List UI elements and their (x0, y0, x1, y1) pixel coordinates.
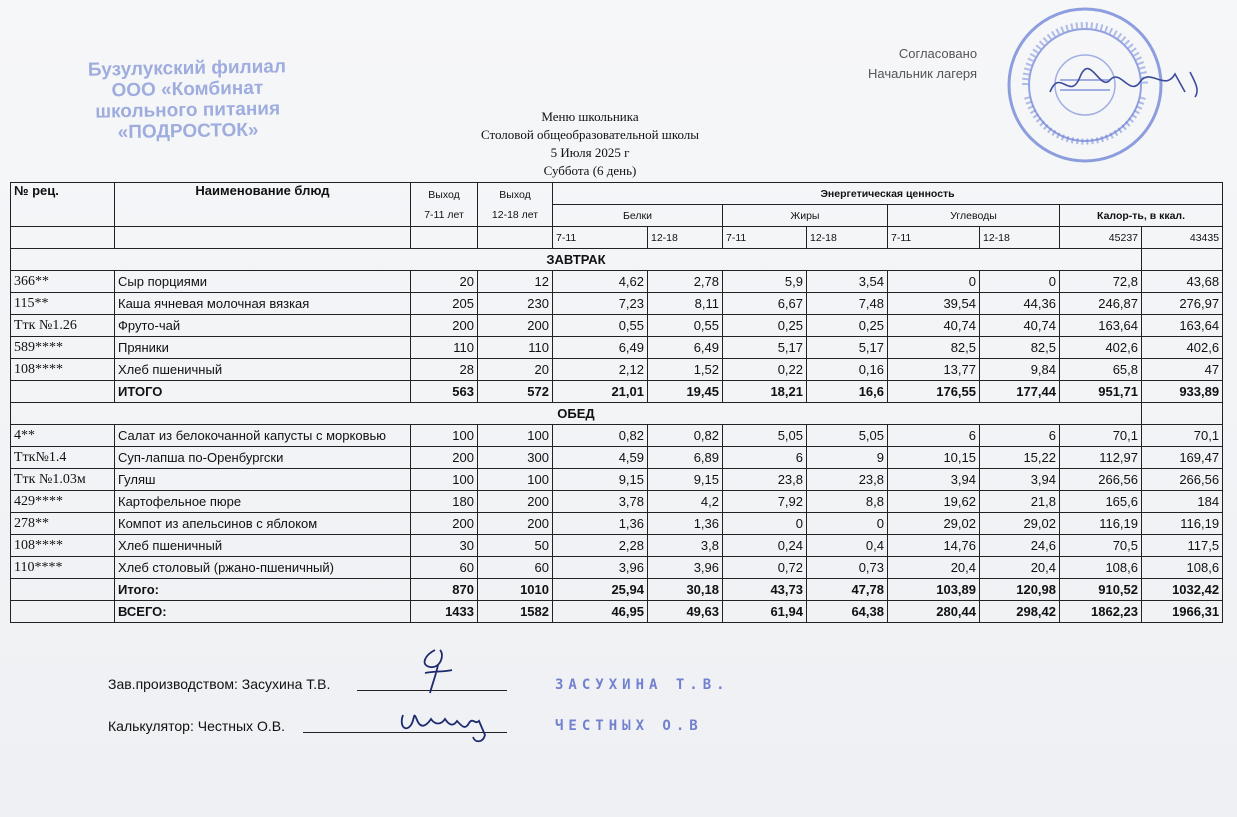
section-empty (1142, 249, 1223, 271)
header-proteins: Белки (553, 205, 723, 227)
total-value: 176,55 (888, 381, 980, 403)
total-value: 30,18 (648, 579, 723, 601)
value-cell: 100 (478, 469, 553, 491)
total-label: ИТОГО (115, 381, 411, 403)
value-cell: 21,8 (980, 491, 1060, 513)
value-cell: 1,52 (648, 359, 723, 381)
recipe-number: 108**** (11, 359, 115, 381)
value-cell: 0,72 (723, 557, 807, 579)
dish-name: Хлеб столовый (ржано-пшеничный) (115, 557, 411, 579)
total-value: 25,94 (553, 579, 648, 601)
heading-school: Столовой общеобразовательной школы (480, 127, 700, 142)
header-carbs: Углеводы (888, 205, 1060, 227)
grand-total-value: 1433 (411, 601, 478, 623)
subheader-cell: 7-11 (553, 227, 648, 249)
subheader-empty (11, 227, 115, 249)
value-cell: 20,4 (980, 557, 1060, 579)
value-cell: 7,23 (553, 293, 648, 315)
value-cell: 169,47 (1142, 447, 1223, 469)
header-out-age: 12-18 лет (491, 208, 539, 221)
value-cell: 0,4 (807, 535, 888, 557)
dish-name: Сыр порциями (115, 271, 411, 293)
value-cell: 0,82 (553, 425, 648, 447)
recipe-number: 4** (11, 425, 115, 447)
recipe-number: Ттк №1.26 (11, 315, 115, 337)
value-cell: 180 (411, 491, 478, 513)
value-cell: 9,15 (553, 469, 648, 491)
company-stamp (79, 56, 295, 144)
value-cell: 3,96 (553, 557, 648, 579)
table-row (11, 425, 1223, 447)
total-value: 43,73 (723, 579, 807, 601)
value-cell: 6,89 (648, 447, 723, 469)
grand-total-value: 1966,31 (1142, 601, 1223, 623)
recipe-number: 115** (11, 293, 115, 315)
total-row (11, 381, 1223, 403)
table-row (11, 491, 1223, 513)
value-cell: 47 (1142, 359, 1223, 381)
value-cell: 13,77 (888, 359, 980, 381)
heading-day: Суббота (6 день) (543, 163, 637, 178)
production-name-stamp: ЗАСУХИНА Т.В. (555, 677, 730, 693)
header-fats: Жиры (723, 205, 888, 227)
approval-position: Начальник лагеря (868, 66, 978, 81)
total-value: 910,52 (1060, 579, 1142, 601)
subheader-cell: 12-18 (980, 227, 1060, 249)
value-cell: 12 (478, 271, 553, 293)
value-cell: 19,62 (888, 491, 980, 513)
value-cell: 5,05 (723, 425, 807, 447)
value-cell: 9,84 (980, 359, 1060, 381)
header-row (11, 183, 1223, 205)
total-value: 103,89 (888, 579, 980, 601)
value-cell: 200 (478, 513, 553, 535)
value-cell: 60 (478, 557, 553, 579)
total-value: 18,21 (723, 381, 807, 403)
total-value: 1032,42 (1142, 579, 1223, 601)
header-out-label: Выход (428, 188, 460, 201)
total-value: 951,71 (1060, 381, 1142, 403)
subheader-cell: 7-11 (723, 227, 807, 249)
menu-heading (380, 108, 800, 180)
value-cell: 402,6 (1060, 337, 1142, 359)
value-cell: 4,59 (553, 447, 648, 469)
value-cell: 200 (411, 513, 478, 535)
stamp-line: школьного питания (95, 98, 281, 123)
total-row (11, 579, 1223, 601)
total-value: 572 (478, 381, 553, 403)
value-cell: 9 (807, 447, 888, 469)
value-cell: 7,92 (723, 491, 807, 513)
grand-total-value: 1862,23 (1060, 601, 1142, 623)
value-cell: 100 (411, 425, 478, 447)
value-cell: 200 (478, 315, 553, 337)
value-cell: 6,49 (553, 337, 648, 359)
header-rec: № рец. (11, 183, 115, 227)
stamp-line: «ПОДРОСТОК» (117, 119, 259, 144)
dish-name: Пряники (115, 337, 411, 359)
value-cell: 6 (980, 425, 1060, 447)
grand-total-label: ВСЕГО: (115, 601, 411, 623)
subheader-empty (115, 227, 411, 249)
subheader-cell: 7-11 (888, 227, 980, 249)
value-cell: 0,82 (648, 425, 723, 447)
recipe-number: 366** (11, 271, 115, 293)
section-empty (1142, 403, 1223, 425)
dish-name: Суп-лапша по-Оренбургски (115, 447, 411, 469)
value-cell: 200 (478, 491, 553, 513)
value-cell: 50 (478, 535, 553, 557)
approval-block (868, 44, 977, 84)
total-value: 563 (411, 381, 478, 403)
header-out-label: Выход (499, 188, 531, 201)
value-cell: 29,02 (888, 513, 980, 535)
value-cell: 70,5 (1060, 535, 1142, 557)
dish-name: Картофельное пюре (115, 491, 411, 513)
value-cell: 30 (411, 535, 478, 557)
production-manager-label: Зав.производством: Засухина Т.В. (108, 676, 331, 692)
header-name: Наименование блюд (115, 183, 411, 227)
grand-total-value: 64,38 (807, 601, 888, 623)
grand-total-row (11, 601, 1223, 623)
value-cell: 23,8 (723, 469, 807, 491)
total-label: Итого: (115, 579, 411, 601)
value-cell: 15,22 (980, 447, 1060, 469)
value-cell: 70,1 (1060, 425, 1142, 447)
value-cell: 108,6 (1060, 557, 1142, 579)
recipe-number: 429**** (11, 491, 115, 513)
value-cell: 0,16 (807, 359, 888, 381)
value-cell: 3,94 (888, 469, 980, 491)
production-signature (400, 645, 470, 695)
recipe-number: Ттк№1.4 (11, 447, 115, 469)
value-cell: 0,24 (723, 535, 807, 557)
value-cell: 24,6 (980, 535, 1060, 557)
value-cell: 39,54 (888, 293, 980, 315)
value-cell: 10,15 (888, 447, 980, 469)
dish-name: Хлеб пшеничный (115, 535, 411, 557)
value-cell: 112,97 (1060, 447, 1142, 469)
table-row (11, 293, 1223, 315)
value-cell: 0,55 (553, 315, 648, 337)
value-cell: 40,74 (888, 315, 980, 337)
value-cell: 14,76 (888, 535, 980, 557)
value-cell: 65,8 (1060, 359, 1142, 381)
value-cell: 116,19 (1060, 513, 1142, 535)
dish-name: Компот из апельсинов с яблоком (115, 513, 411, 535)
table-row (11, 557, 1223, 579)
value-cell: 1,36 (553, 513, 648, 535)
subheader-empty (411, 227, 478, 249)
value-cell: 20 (478, 359, 553, 381)
value-cell: 23,8 (807, 469, 888, 491)
value-cell: 165,6 (1060, 491, 1142, 513)
subheader-cell: 45237 (1060, 227, 1142, 249)
section-title: ЗАВТРАК (11, 249, 1142, 271)
total-value: 933,89 (1142, 381, 1223, 403)
dish-name: Каша ячневая молочная вязкая (115, 293, 411, 315)
value-cell: 0,55 (648, 315, 723, 337)
grand-total-value: 49,63 (648, 601, 723, 623)
recipe-number: 589**** (11, 337, 115, 359)
dish-name: Салат из белокочанной капусты с морковью (115, 425, 411, 447)
total-empty (11, 579, 115, 601)
value-cell: 0,22 (723, 359, 807, 381)
value-cell: 0,25 (807, 315, 888, 337)
value-cell: 20,4 (888, 557, 980, 579)
value-cell: 205 (411, 293, 478, 315)
value-cell: 8,8 (807, 491, 888, 513)
value-cell: 70,1 (1142, 425, 1223, 447)
value-cell: 100 (478, 425, 553, 447)
section-title: ОБЕД (11, 403, 1142, 425)
table-row (11, 315, 1223, 337)
value-cell: 0 (888, 271, 980, 293)
value-cell: 2,28 (553, 535, 648, 557)
grand-total-value: 61,94 (723, 601, 807, 623)
value-cell: 5,17 (807, 337, 888, 359)
section-header-row (11, 403, 1223, 425)
menu-table (10, 182, 1223, 623)
value-cell: 3,8 (648, 535, 723, 557)
value-cell: 110 (478, 337, 553, 359)
value-cell: 100 (411, 469, 478, 491)
heading-date: 5 Июля 2025 г (550, 145, 630, 160)
value-cell: 266,56 (1142, 469, 1223, 491)
dish-name: Гуляш (115, 469, 411, 491)
table-row (11, 337, 1223, 359)
value-cell: 3,94 (980, 469, 1060, 491)
calculator-signature (395, 695, 495, 745)
value-cell: 40,74 (980, 315, 1060, 337)
heading-title: Меню школьника (541, 109, 639, 124)
value-cell: 3,54 (807, 271, 888, 293)
table-row (11, 469, 1223, 491)
table-row (11, 535, 1223, 557)
value-cell: 43,68 (1142, 271, 1223, 293)
value-cell: 0 (807, 513, 888, 535)
value-cell: 6 (888, 425, 980, 447)
value-cell: 117,5 (1142, 535, 1223, 557)
value-cell: 8,11 (648, 293, 723, 315)
grand-empty (11, 601, 115, 623)
calculator-label: Калькулятор: Честных О.В. (108, 718, 285, 734)
value-cell: 108,6 (1142, 557, 1223, 579)
total-value: 47,78 (807, 579, 888, 601)
value-cell: 230 (478, 293, 553, 315)
subheader-row (11, 227, 1223, 249)
value-cell: 9,15 (648, 469, 723, 491)
value-cell: 163,64 (1142, 315, 1223, 337)
total-value: 16,6 (807, 381, 888, 403)
value-cell: 0,73 (807, 557, 888, 579)
dish-name: Фруто-чай (115, 315, 411, 337)
value-cell: 4,62 (553, 271, 648, 293)
subheader-cell: 12-18 (648, 227, 723, 249)
value-cell: 82,5 (888, 337, 980, 359)
total-empty (11, 381, 115, 403)
value-cell: 116,19 (1142, 513, 1223, 535)
value-cell: 0 (723, 513, 807, 535)
value-cell: 0 (980, 271, 1060, 293)
grand-total-value: 280,44 (888, 601, 980, 623)
header-out-7-11 (411, 183, 478, 227)
value-cell: 300 (478, 447, 553, 469)
value-cell: 44,36 (980, 293, 1060, 315)
recipe-number: 278** (11, 513, 115, 535)
approval-title: Согласовано (898, 46, 978, 61)
total-value: 177,44 (980, 381, 1060, 403)
value-cell: 6 (723, 447, 807, 469)
value-cell: 7,48 (807, 293, 888, 315)
table-row (11, 271, 1223, 293)
value-cell: 3,78 (553, 491, 648, 513)
value-cell: 3,96 (648, 557, 723, 579)
value-cell: 402,6 (1142, 337, 1223, 359)
total-value: 21,01 (553, 381, 648, 403)
value-cell: 28 (411, 359, 478, 381)
value-cell: 184 (1142, 491, 1223, 513)
value-cell: 163,64 (1060, 315, 1142, 337)
value-cell: 5,9 (723, 271, 807, 293)
value-cell: 200 (411, 447, 478, 469)
total-value: 120,98 (980, 579, 1060, 601)
value-cell: 6,49 (648, 337, 723, 359)
total-value: 870 (411, 579, 478, 601)
value-cell: 5,17 (723, 337, 807, 359)
value-cell: 2,78 (648, 271, 723, 293)
header-energy: Энергетическая ценность (553, 183, 1223, 205)
dish-name: Хлеб пшеничный (115, 359, 411, 381)
director-signature (1045, 62, 1205, 107)
value-cell: 20 (411, 271, 478, 293)
value-cell: 5,05 (807, 425, 888, 447)
value-cell: 4,2 (648, 491, 723, 513)
value-cell: 60 (411, 557, 478, 579)
subheader-empty (478, 227, 553, 249)
stamp-line: Бузулукский филиал (87, 56, 287, 81)
value-cell: 200 (411, 315, 478, 337)
grand-total-value: 298,42 (980, 601, 1060, 623)
value-cell: 29,02 (980, 513, 1060, 535)
grand-total-value: 46,95 (553, 601, 648, 623)
value-cell: 72,8 (1060, 271, 1142, 293)
table-row (11, 513, 1223, 535)
recipe-number: 108**** (11, 535, 115, 557)
grand-total-value: 1582 (478, 601, 553, 623)
table-row (11, 447, 1223, 469)
calculator-name-stamp: ЧЕСТНЫХ О.В (555, 718, 703, 734)
header-out-age: 7-11 лет (424, 208, 464, 221)
subheader-cell: 12-18 (807, 227, 888, 249)
header-calories: Калор-ть, в ккал. (1060, 205, 1223, 227)
recipe-number: 110**** (11, 557, 115, 579)
section-header-row (11, 249, 1223, 271)
stamp-line: ООО «Комбинат (111, 77, 264, 102)
value-cell: 266,56 (1060, 469, 1142, 491)
value-cell: 276,97 (1142, 293, 1223, 315)
subheader-cell: 43435 (1142, 227, 1223, 249)
value-cell: 6,67 (723, 293, 807, 315)
value-cell: 246,87 (1060, 293, 1142, 315)
value-cell: 82,5 (980, 337, 1060, 359)
recipe-number: Ттк №1.03м (11, 469, 115, 491)
value-cell: 1,36 (648, 513, 723, 535)
value-cell: 0,25 (723, 315, 807, 337)
value-cell: 2,12 (553, 359, 648, 381)
value-cell: 110 (411, 337, 478, 359)
header-out-12-18 (478, 183, 553, 227)
total-value: 19,45 (648, 381, 723, 403)
table-row (11, 359, 1223, 381)
total-value: 1010 (478, 579, 553, 601)
